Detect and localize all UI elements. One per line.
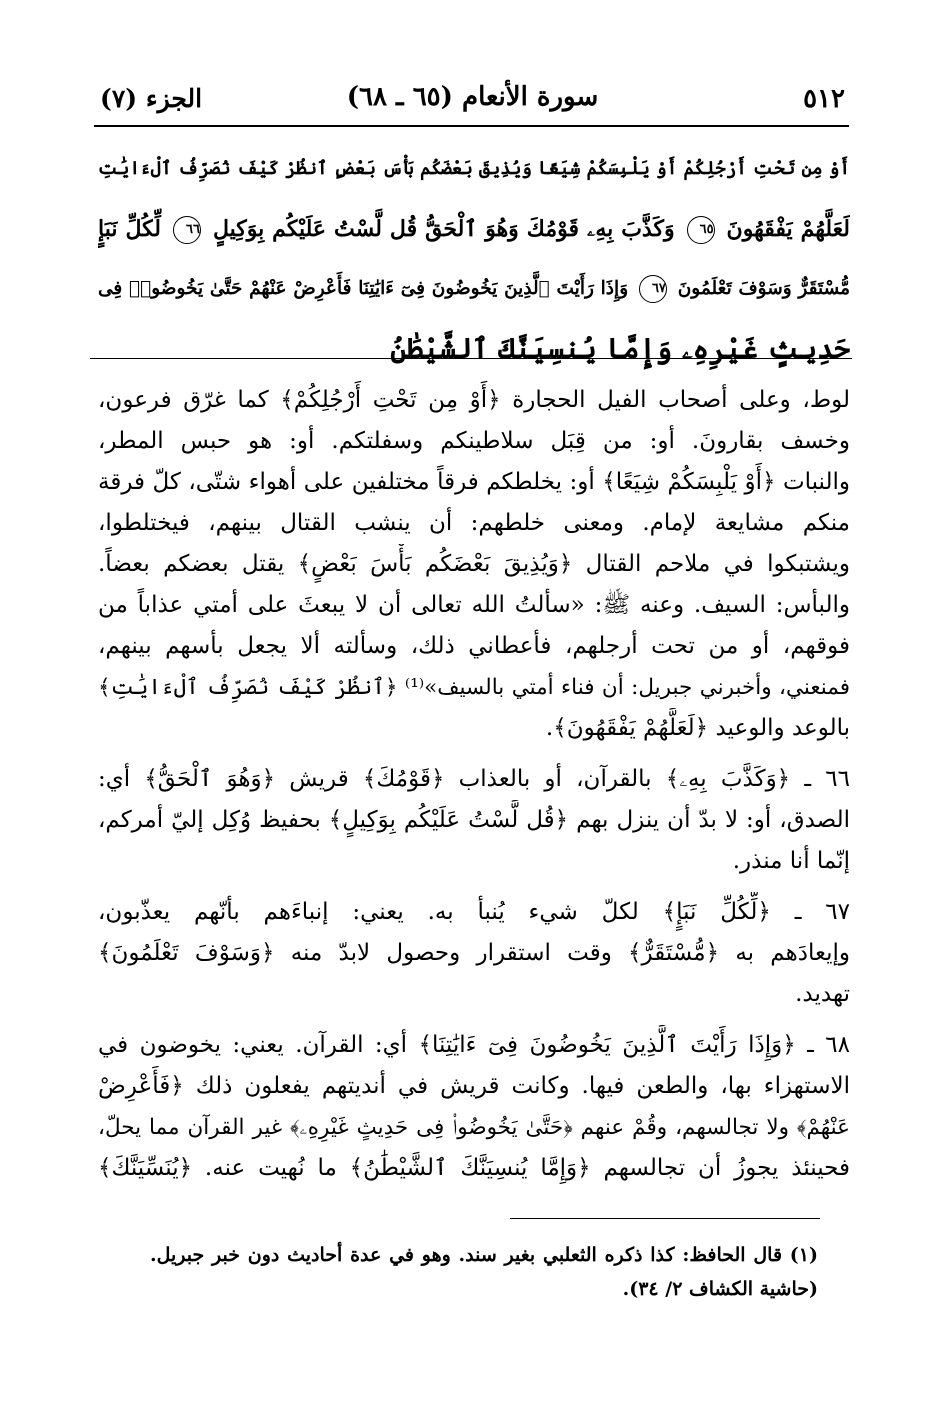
text-line: والنبات ﴿أَوْ يَلْبِسَكُمْ شِيَعًا﴾ أو: يخلطكم فرقاً مختلفين على أهواء شتّى، كلّ فرقة: [98, 469, 850, 495]
commentary: [98, 380, 850, 1199]
verse-text: وَكَذَّبَ بِهِۦ قَوْمُكَ وَهُوَ ٱلْحَقُّ قُل لَّسْتُ عَلَيْكُم بِوَكِيلٍ: [212, 216, 675, 242]
juz-label: الجزء (٧): [100, 84, 203, 113]
text-line: تهديد.: [795, 981, 850, 1007]
text-line: والبأس: السيف. وعنه ﷺ: «سألتُ الله تعالى أن لا يبعثَ على أمتي عذاباً من: [98, 592, 850, 618]
verse-line: [98, 140, 850, 200]
text-line: إنّما أنا منذر.: [732, 848, 850, 874]
text-line: فحينئذ يجوزُ أن تجالسهم ﴿وَإِمَّا يُنسِيَنَّكَ ٱلشَّيْطَٰنُ﴾ ما نُهيت عنه. ﴿يُنَسِّيَنَّكَ﴾: [98, 1155, 850, 1181]
paragraph: [98, 892, 850, 1015]
text-line: لوط، وعلى أصحاب الفيل الحجارة ﴿أَوْ مِن تَحْتِ أَرْجُلِكُمْ﴾ كما غرّق فرعون،: [98, 387, 850, 413]
footnote-divider: [510, 1218, 820, 1219]
text-line: فوقهم، أو من تحت أرجلهم، فأعطاني ذلك، وسألته ألا يجعل بأسهم بينهم،: [98, 633, 850, 659]
text-line: ٦٨ ـ ﴿وَإِذَا رَأَيْتَ ٱلَّذِينَ يَخُوضُونَ فِىٓ ءَايَٰتِنَا﴾ أي: القرآن. يعني: يخوضون في: [98, 1032, 850, 1058]
paragraph: [98, 1025, 850, 1189]
text-line: بالوعد والوعيد ﴿لَعَلَّهُمْ يَفْقَهُونَ﴾.: [545, 715, 850, 741]
surah-title: سورة الأنعام (٦٥ ـ ٦٨): [346, 82, 599, 112]
ayah-number-marker: ٦٦: [173, 216, 201, 244]
ayah-number-marker: ٦٧: [639, 275, 667, 303]
verse-line: [98, 260, 850, 320]
text-line: الصدق، أو: لا بدّ أن ينزل بهم ﴿قُل لَّسْتُ عَلَيْكُم بِوَكِيلٍ﴾ بحفيظ وُكِل إليّ أمركم،: [98, 807, 850, 833]
text-line: فمنعني، وأخبرني جبريل: أن فناء أمتي بالسيف»⁽¹⁾ ﴿ٱنظُرْ كَيْفَ نُصَرِّفُ ٱلْءَايَٰتِ﴾: [98, 675, 850, 700]
footnote-line: (١) قال الحافظ: كذا ذكره الثعلبي بغير سند. وهو في عدة أحاديث دون خبر جبريل.: [150, 1244, 818, 1266]
verse-text: حَدِيثٍ غَيْرِهِۦ وَإِمَّا يُنسِيَنَّكَ ٱلشَّيْطَٰنُ: [390, 332, 850, 365]
verse-text: أَوْ مِن تَحْتِ أَرْجُلِكُمْ أَوْ يَلْبِسَكُمْ شِيَعًا وَيُذِيقَ بَعْضَكُم بَأْسَ بَعْضٍ ٱنظُرْ كَيْفَ نُصَرِّفُ ٱلْءَايَٰتِ: [98, 158, 850, 179]
paragraph: [98, 759, 850, 882]
verse-text: لِّكُلِّ نَبَإٍ: [98, 216, 161, 242]
text-line: وخسف بقارونَ. أو: من قِبَل سلاطينكم وسفلتكم. أو: هو حبس المطر،: [98, 428, 850, 454]
verse-line: [98, 320, 850, 380]
text-line: وإيعادَهم به ﴿مُّسْتَقَرٌّ﴾ وقت استقرار وحصول لابدّ منه ﴿وَسَوْفَ تَعْلَمُونَ﴾: [98, 940, 850, 966]
verses-divider: [90, 358, 852, 359]
text-line: ٦٦ ـ ﴿وَكَذَّبَ بِهِۦ﴾ بالقرآن، أو بالعذاب ﴿قَوْمُكَ﴾ قريش ﴿وَهُوَ ٱلْحَقُّ﴾ أي:: [98, 766, 850, 792]
ayah-number-marker: ٦٥: [687, 216, 715, 244]
page-number: ٥١٢: [803, 84, 845, 114]
text-line: ٦٧ ـ ﴿لِّكُلِّ نَبَإٍ﴾ لكلّ شيء يُنبأ به. يعني: إنباءَهم بأنّهم يعذّبون،: [98, 899, 850, 925]
text-line: عَنْهُمْ﴾ ولا تجالسهم، وقُمْ عنهم ﴿حَتَّىٰ يَخُوضُوا۟ فِى حَدِيثٍ غَيْرِهِۦ﴾ غير القرآن مما يحلّ،: [98, 1115, 850, 1140]
paragraph: [98, 380, 850, 749]
text-line: الاستهزاء بها، والطعن فيها. وكانت قريش في أنديتهم يفعلون ذلك ﴿فَأَعْرِضْ: [98, 1073, 850, 1099]
verse-text: مُّسْتَقَرٌّ وَسَوْفَ تَعْلَمُونَ: [677, 278, 850, 299]
footnotes: [150, 1238, 818, 1306]
text-line: ويشتبكوا في ملاحم القتال ﴿وَيُذِيقَ بَعْضَكُم بَأْسَ بَعْضٍ﴾ يقتل بعضكم بعضاً.: [98, 551, 850, 577]
text-line: منكم مشايعة لإمام. ومعنى خلطهم: أن ينشب القتال بينهم، فيختلطوا،: [98, 510, 850, 536]
header-divider: [94, 125, 849, 127]
verse-line: [98, 200, 850, 260]
verse-text: لَعَلَّهُمْ يَفْقَهُونَ: [726, 216, 850, 242]
footnote-line: (حاشية الكشاف ٢/ ٣٤).: [622, 1278, 818, 1300]
verse-text: وَإِذَا رَأَيْتَ ٱلَّذِينَ يَخُوضُونَ فِىٓ ءَايَٰتِنَا فَأَعْرِضْ عَنْهُمْ حَتَّىٰ يَخُوضُوا۟ فِى: [98, 278, 629, 299]
quran-verses: [98, 140, 850, 380]
